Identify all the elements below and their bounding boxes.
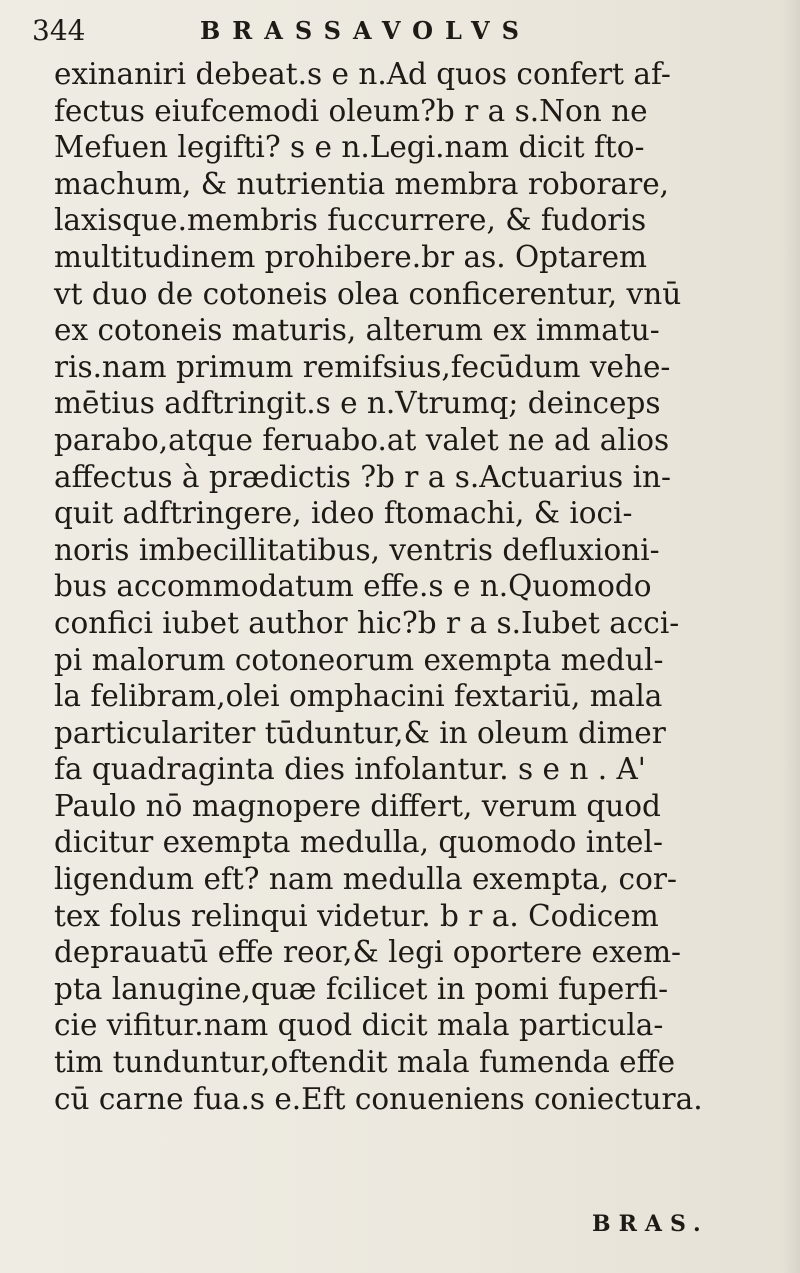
text-line: machum, & nutrientia membra roborare, bbox=[54, 166, 670, 201]
text-line: dicitur exempta medulla, quomodo intel- bbox=[54, 825, 663, 860]
text-line: fectus eiufcemodi oleum?b r a s.Non ne bbox=[54, 93, 648, 128]
text-line: multitudinem prohibere.br as. Optarem bbox=[54, 239, 648, 274]
text-line: ligendum eft? nam medulla exempta, cor- bbox=[54, 862, 677, 897]
text-line: ris.nam primum remifsius,fecūdum vehe- bbox=[54, 349, 671, 384]
text-line: parabo,atque feruabo.at valet ne ad alios bbox=[54, 422, 670, 457]
text-line: pi malorum cotoneorum exempta medul- bbox=[54, 642, 664, 677]
text-line: vt duo de cotoneis olea conficerentur, vnū bbox=[54, 276, 682, 311]
text-line: deprauatū effe reor,& legi oportere exem- bbox=[54, 935, 682, 970]
text-line: cū carne fua.s e.Eft conueniens coniectura. bbox=[54, 1081, 703, 1116]
page-header bbox=[32, 14, 632, 48]
text-line: tim tunduntur,oftendit mala fumenda effe bbox=[54, 1045, 676, 1080]
text-line: affectus à prædictis ?b r a s.Actuarius in- bbox=[54, 459, 671, 494]
body-text bbox=[54, 56, 754, 1117]
text-line: fa quadraginta dies infolantur. s e n . A' bbox=[54, 752, 646, 787]
catchword: BRAS. bbox=[592, 1211, 709, 1237]
text-line: exinaniri debeat.s e n.Ad quos confert af- bbox=[54, 57, 671, 91]
text-line: confici iubet author hic?b r a s.Iubet acci- bbox=[54, 605, 680, 640]
text-line: noris imbecillitatibus, ventris defluxioni- bbox=[54, 532, 660, 567]
text-line: Paulo nō magnopere differt, verum quod bbox=[54, 788, 661, 823]
text-line: la felibram,olei omphacini fextariū, mala bbox=[54, 679, 663, 714]
text-line: ex cotoneis maturis, alterum ex immatu- bbox=[54, 313, 660, 348]
text-line: quit adftringere, ideo ftomachi, & ioci- bbox=[54, 496, 633, 531]
text-line: mētius adftringit.s e n.Vtrumq; deinceps bbox=[54, 386, 661, 421]
text-line: pta lanugine,quæ fcilicet in pomi fuperfi- bbox=[54, 971, 669, 1006]
text-line: particulariter tūduntur,& in oleum dimer bbox=[54, 715, 666, 750]
running-head: BRASSAVOLVS bbox=[200, 16, 531, 45]
page-number: 344 bbox=[32, 14, 86, 47]
text-line: laxisque.membris fuccurrere, & fudoris bbox=[54, 203, 647, 238]
text-line: bus accommodatum effe.s e n.Quomodo bbox=[54, 569, 652, 604]
text-line: cie vifitur.nam quod dicit mala particula- bbox=[54, 1008, 664, 1043]
text-line: Mefuen legifti? s e n.Legi.nam dicit fto- bbox=[54, 130, 645, 165]
text-line: tex folus relinqui videtur. b r a. Codicem bbox=[54, 898, 659, 933]
